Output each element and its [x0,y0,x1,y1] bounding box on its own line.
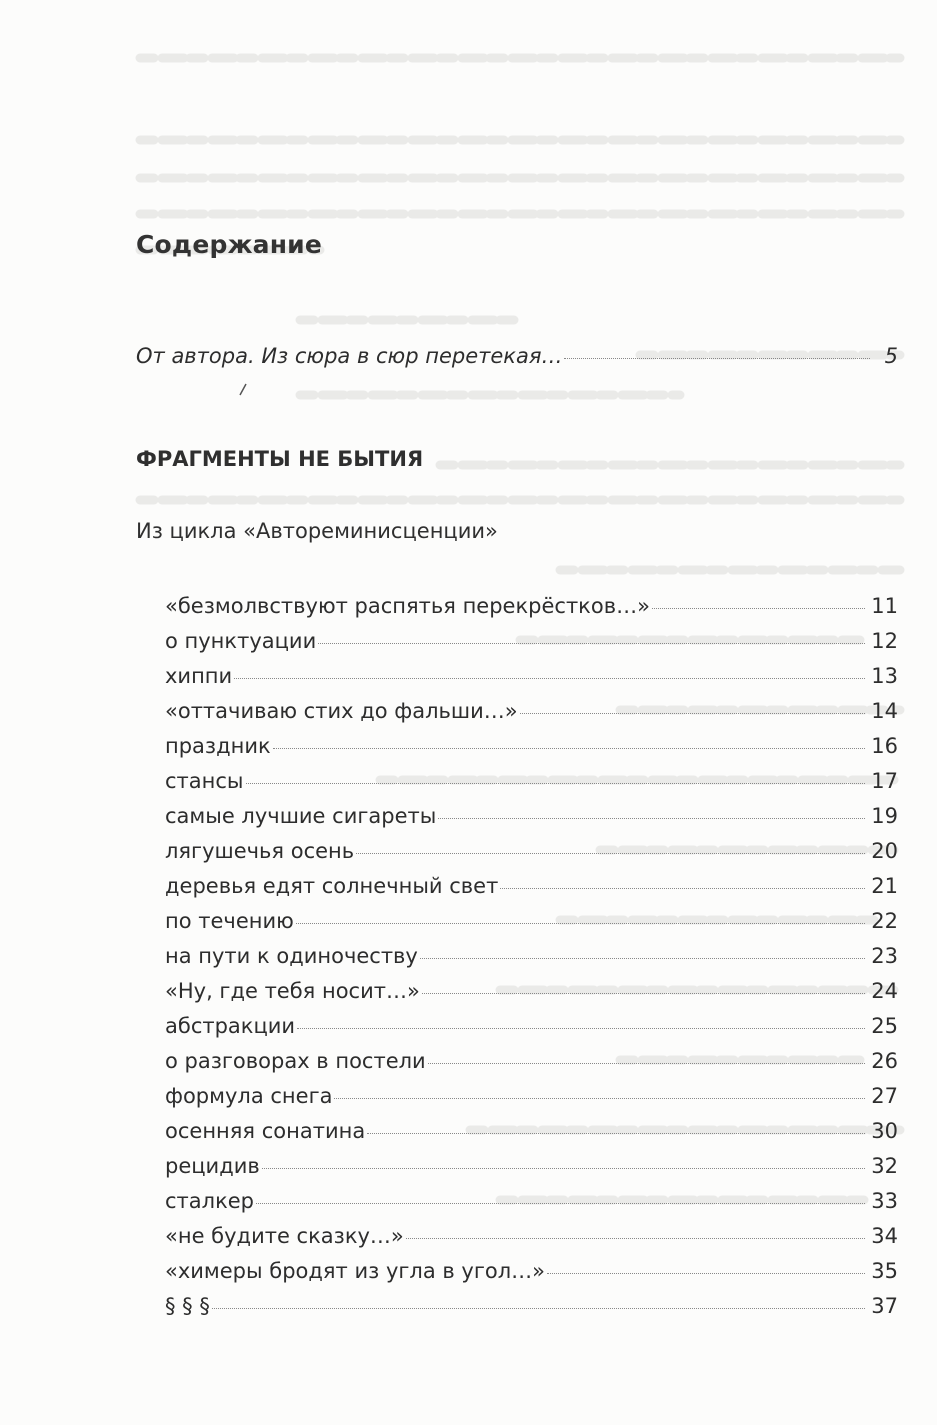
toc-entry[interactable] [165,1292,898,1320]
toc-entry[interactable] [165,872,898,900]
toc-page-number: 19 [871,804,898,828]
toc-page-number: 13 [871,664,898,688]
toc-page-number: 5 [884,344,898,368]
toc-entry-text: осенняя сонатина [165,1119,366,1143]
toc-entry-text: деревья едят солнечный свет [165,874,499,898]
toc-entry[interactable] [165,1257,898,1285]
dot-leader [234,678,865,679]
toc-entry[interactable] [165,977,898,1005]
toc-entry-text: «не будите сказку…» [165,1224,404,1248]
dot-leader [334,1098,865,1099]
toc-page-number: 11 [871,594,898,618]
toc-page-number: 37 [871,1294,898,1318]
toc-entry[interactable] [165,697,898,725]
dot-leader [246,783,866,784]
dot-leader [500,888,865,889]
toc-entry-text: стансы [165,769,244,793]
section-title: ФРАГМЕНТЫ НЕ БЫТИЯ [136,447,424,471]
toc-page-number: 23 [871,944,898,968]
dot-leader [297,1028,865,1029]
toc-entry-text: о разговорах в постели [165,1049,426,1073]
dot-leader [438,818,865,819]
toc-entry[interactable] [165,627,898,655]
toc-entry[interactable] [165,1082,898,1110]
toc-entry[interactable] [165,662,898,690]
dot-leader [520,713,866,714]
toc-page-number: 16 [871,734,898,758]
toc-entry-text: От автора. Из сюра в сюр перетекая… [136,344,563,368]
toc-entry-text: «безмолвствуют распятья перекрёстков…» [165,594,650,618]
toc-entry[interactable] [165,592,898,620]
toc-entry-text: формула снега [165,1084,333,1108]
toc-entry[interactable] [165,732,898,760]
toc-page-number: 12 [871,629,898,653]
ink-mark [240,384,246,395]
toc-page-number: 26 [871,1049,898,1073]
toc-entry[interactable] [165,942,898,970]
toc-entry-text: хиппи [165,664,233,688]
dot-leader [318,643,865,644]
toc-entry-text: о пунктуации [165,629,317,653]
dot-leader [652,608,865,609]
toc-entry-text: праздник [165,734,271,758]
toc-entry[interactable] [165,1152,898,1180]
toc-entry-text: самые лучшие сигареты [165,804,437,828]
dot-leader [273,748,866,749]
toc-entry[interactable] [165,1222,898,1250]
toc-entry-text: сталкер [165,1189,255,1213]
dot-leader [262,1168,866,1169]
dot-leader [564,358,870,359]
toc-page-number: 33 [871,1189,898,1213]
toc-entry-intro[interactable] [136,342,898,370]
toc-entry[interactable] [165,1012,898,1040]
toc-entry[interactable] [165,907,898,935]
toc-entry-text: «химеры бродят из угла в угол…» [165,1259,546,1283]
toc-entry-text: абстракции [165,1014,296,1038]
toc-page-number: 30 [871,1119,898,1143]
dot-leader [547,1273,865,1274]
dot-leader [406,1238,865,1239]
toc-page-number: 17 [871,769,898,793]
dot-leader [256,1203,865,1204]
toc-entry-text: по течению [165,909,294,933]
toc-page-number: 14 [871,699,898,723]
toc-entry-text: рецидив [165,1154,260,1178]
toc-entry-text: «Ну, где тебя носит…» [165,979,420,1003]
toc-entry[interactable] [165,1117,898,1145]
toc-entry-text: «оттачиваю стих до фальши…» [165,699,518,723]
toc-entry[interactable] [165,837,898,865]
toc-entry-text: на пути к одиночеству [165,944,418,968]
toc-page-number: 22 [871,909,898,933]
dot-leader [212,1308,865,1309]
toc-entry[interactable] [165,767,898,795]
toc-page-number: 21 [871,874,898,898]
dot-leader [356,853,865,854]
toc-page-number: 27 [871,1084,898,1108]
toc-entry[interactable] [165,802,898,830]
toc-entry[interactable] [165,1047,898,1075]
toc-entry-text: § § § [165,1294,210,1318]
dot-leader [296,923,865,924]
dot-leader [428,1063,866,1064]
toc-entry-text: лягушечья осень [165,839,355,863]
toc-page-number: 25 [871,1014,898,1038]
page-title: Содержание [136,230,323,259]
toc-entry[interactable] [165,1187,898,1215]
toc-page-number: 34 [871,1224,898,1248]
toc-page-number: 35 [871,1259,898,1283]
toc-page-number: 20 [871,839,898,863]
toc-page-number: 24 [871,979,898,1003]
dot-leader [422,993,865,994]
dot-leader [367,1133,865,1134]
dot-leader [420,958,865,959]
toc-page-number: 32 [871,1154,898,1178]
cycle-title: Из цикла «Автореминисценции» [136,519,498,543]
